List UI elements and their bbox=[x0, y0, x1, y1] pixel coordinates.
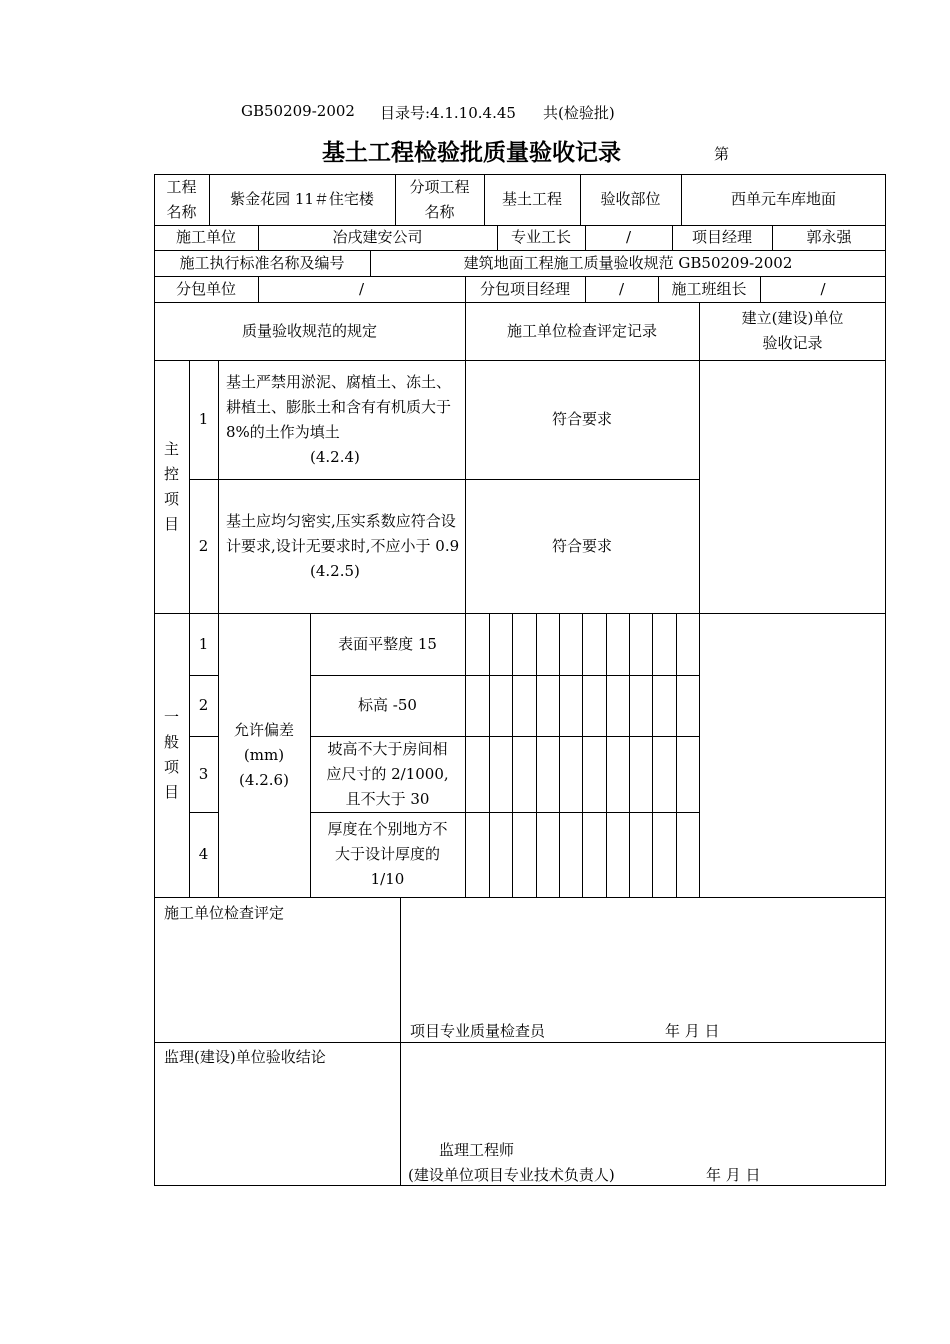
general-item-number: 1 bbox=[198, 634, 209, 653]
general-item-number: 4 bbox=[198, 845, 209, 863]
subcontractor: / bbox=[358, 279, 365, 298]
supervision-date: 年 月 日 bbox=[706, 1166, 761, 1184]
inspection-date: 年 月 日 bbox=[665, 1022, 720, 1040]
main-control-label: 主 控 项 目 bbox=[163, 439, 179, 533]
tolerance-label: 允许偏差 (mm) (4.2.6) bbox=[233, 720, 294, 789]
team-leader: / bbox=[820, 279, 826, 298]
general-item-number: 2 bbox=[198, 696, 209, 714]
acceptance-location-label: 验收部位 bbox=[600, 190, 661, 208]
team-leader-label: 施工班组长 bbox=[671, 279, 747, 298]
general-item-number: 3 bbox=[198, 764, 209, 783]
standard-label: 施工执行标准名称及编号 bbox=[179, 253, 345, 272]
page-number-label: 第 bbox=[714, 145, 730, 163]
spec-column-header: 质量验收规范的规定 bbox=[241, 321, 377, 340]
supervision-label: 监理(建设)单位验收结论 bbox=[164, 1048, 326, 1066]
main-item-text: 基土应均匀密实,压实系数应符合设计要求,设计无要求时,不应小于 0.9 bbox=[226, 511, 460, 555]
standard-value: 建筑地面工程施工质量验收规范 GB50209-2002 bbox=[463, 253, 793, 272]
contractor-label: 施工单位 bbox=[175, 228, 236, 246]
general-item-text: 标高 -50 bbox=[358, 696, 417, 714]
main-item-spec bbox=[226, 360, 461, 479]
standard-code: GB50209-2002 bbox=[241, 102, 355, 120]
project-manager: 郭永强 bbox=[806, 228, 852, 246]
main-item-text: 基土严禁用淤泥、腐植土、冻土、耕植土、膨胀土和含有有机质大于 8%的土作为填土 bbox=[226, 372, 452, 441]
supervising-engineer-label: 监理工程师 bbox=[439, 1141, 515, 1159]
quality-inspector-label: 项目专业质量检查员 bbox=[410, 1022, 546, 1040]
project-manager-label: 项目经理 bbox=[691, 228, 752, 246]
acceptance-location: 西单元车库地面 bbox=[730, 190, 836, 208]
main-item-result: 符合要求 bbox=[551, 536, 612, 555]
specialist-foreman: / bbox=[625, 228, 632, 246]
contractor-record-header: 施工单位检查评定记录 bbox=[506, 321, 657, 340]
owner-record-header: 建立(建设)单位 验收记录 bbox=[741, 309, 844, 352]
main-item-ref: (4.2.4) bbox=[310, 447, 360, 466]
general-item-text: 坡高不大于房间相 应尺寸的 2/1000, 且不大于 30 bbox=[326, 739, 449, 808]
batch-total: 共(检验批) bbox=[543, 104, 615, 122]
main-item-result: 符合要求 bbox=[551, 410, 612, 428]
page-title: 基土工程检验批质量验收记录 bbox=[322, 140, 621, 166]
project-name: 紫金花园 11＃住宅楼 bbox=[230, 190, 374, 208]
subcontractor-label: 分包单位 bbox=[175, 279, 236, 298]
contractor-eval-label: 施工单位检查评定 bbox=[164, 904, 285, 922]
sub-project-label: 分项工程 名称 bbox=[409, 177, 470, 221]
general-label: 一 般 项 目 bbox=[163, 708, 179, 801]
sub-manager-label: 分包项目经理 bbox=[479, 279, 570, 298]
general-item-text: 厚度在个别地方不 大于设计厚度的 1/10 bbox=[327, 820, 448, 888]
general-item-text: 表面平整度 15 bbox=[338, 634, 437, 653]
project-name-label: 工程 名称 bbox=[166, 177, 197, 221]
sub-project: 基土工程 bbox=[501, 190, 562, 208]
specialist-foreman-label: 专业工长 bbox=[510, 228, 571, 246]
catalog-number: 目录号:4.1.10.4.45 bbox=[380, 104, 516, 122]
main-item-number: 1 bbox=[198, 410, 209, 428]
main-item-spec bbox=[226, 479, 461, 613]
main-item-ref: (4.2.5) bbox=[310, 561, 360, 580]
owner-technical-lead-label: (建设单位项目专业技术负责人) bbox=[408, 1166, 615, 1184]
main-item-number: 2 bbox=[198, 536, 209, 555]
sub-manager: / bbox=[618, 279, 625, 298]
contractor: 冶戌建安公司 bbox=[332, 228, 423, 246]
